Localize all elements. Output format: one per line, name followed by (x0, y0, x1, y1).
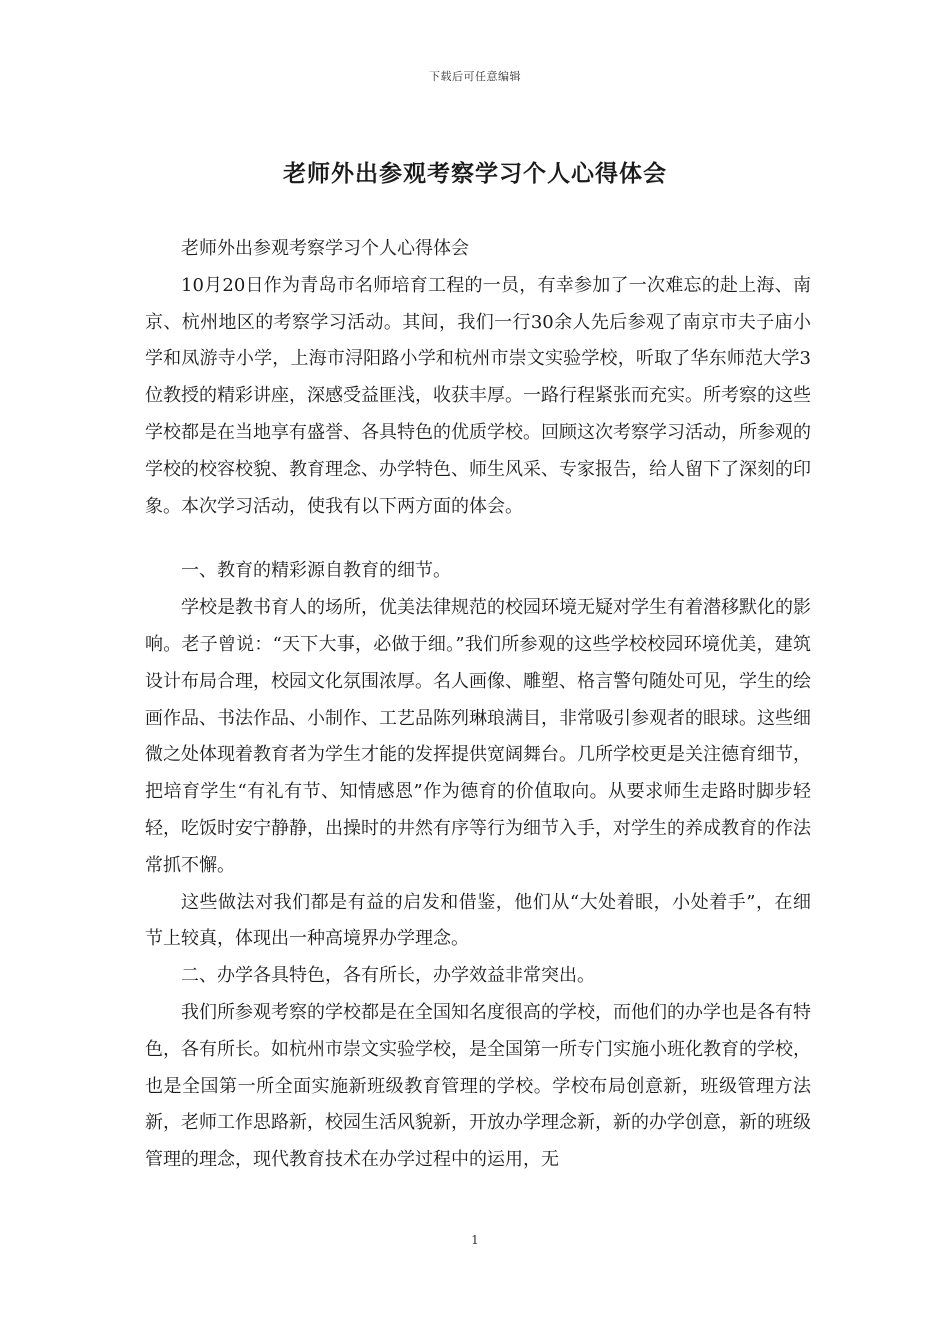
paragraph-section-1: 学校是教书育人的场所，优美法律规范的校园环境无疑对学生有着潜移默化的影响。老子曾说：“天下大事，必做于细。”我们所参观的这些学校校园环境优美，建筑设计布局合理，校园文化氛围浓厚。名人画像、雕塑、格言警句随处可见，学生的绘画作品、书法作品、小制作、工艺品陈列琳琅满目，非常吸引参观者的眼球。这些细微之处体现着教育者为学生才能的发挥提供宽阔舞台。几所学校更是关注德育细节，把培育学生“有礼有节、知情感恩”作为德育的价值取向。从要求师生走路时脚步轻轻，吃饭时安宁静静，出操时的井然有序等行为细节入手，对学生的养成教育的作法常抓不懈。 (145, 597, 811, 876)
section-heading-1: 一、教育的精彩源自教育的细节。 (181, 560, 451, 582)
document-title: 老师外出参观考察学习个人心得体会 (283, 160, 667, 187)
paragraph-section-2: 我们所参观考察的学校都是在全国知名度很高的学校，而他们的办学也是各有特色，各有所长。如杭州市崇文实验学校，是全国第一所专门实施小班化教育的学校，也是全国第一所全面实施新班级教育管理的学校。学校布局创意新，班级管理方法新，老师工作思路新，校园生活风貌新，开放办学理念新，新的办学创意，新的班级管理的理念，现代教育技术在办学过程中的运用，无 (145, 1001, 811, 1171)
page-number: 1 (471, 1233, 479, 1247)
paragraph-section-1-summary: 这些做法对我们都是有益的启发和借鉴，他们从“大处着眼，小处着手”，在细节上较真，体现出一种高境界办学理念。 (145, 891, 811, 950)
header-note: 下载后可任意编辑 (429, 70, 521, 83)
document-body (145, 231, 811, 1179)
paragraph-spacer (145, 525, 811, 553)
paragraph-subtitle: 老师外出参观考察学习个人心得体会 (181, 238, 469, 259)
paragraph-intro: 10月20日作为青岛市名师培育工程的一员，有幸参加了一次难忘的赴上海、南京、杭州地区的考察学习活动。其间，我们一行30余人先后参观了南京市夫子庙小学和凤游寺小学，上海市浔阳路小学和杭州市崇文实验学校，听取了华东师范大学3位教授的精彩讲座，深感受益匪浅，收获丰厚。一路行程紧张而充实。所考察的这些学校都是在当地享有盛誉、各具特色的优质学校。回顾这次考察学习活动，所参观的学校的校容校貌、教育理念、办学特色、师生风采、专家报告，给人留下了深刻的印象。本次学习活动，使我有以下两方面的体会。 (145, 274, 811, 517)
section-heading-2: 二、办学各具特色，各有所长，办学效益非常突出。 (181, 965, 595, 987)
